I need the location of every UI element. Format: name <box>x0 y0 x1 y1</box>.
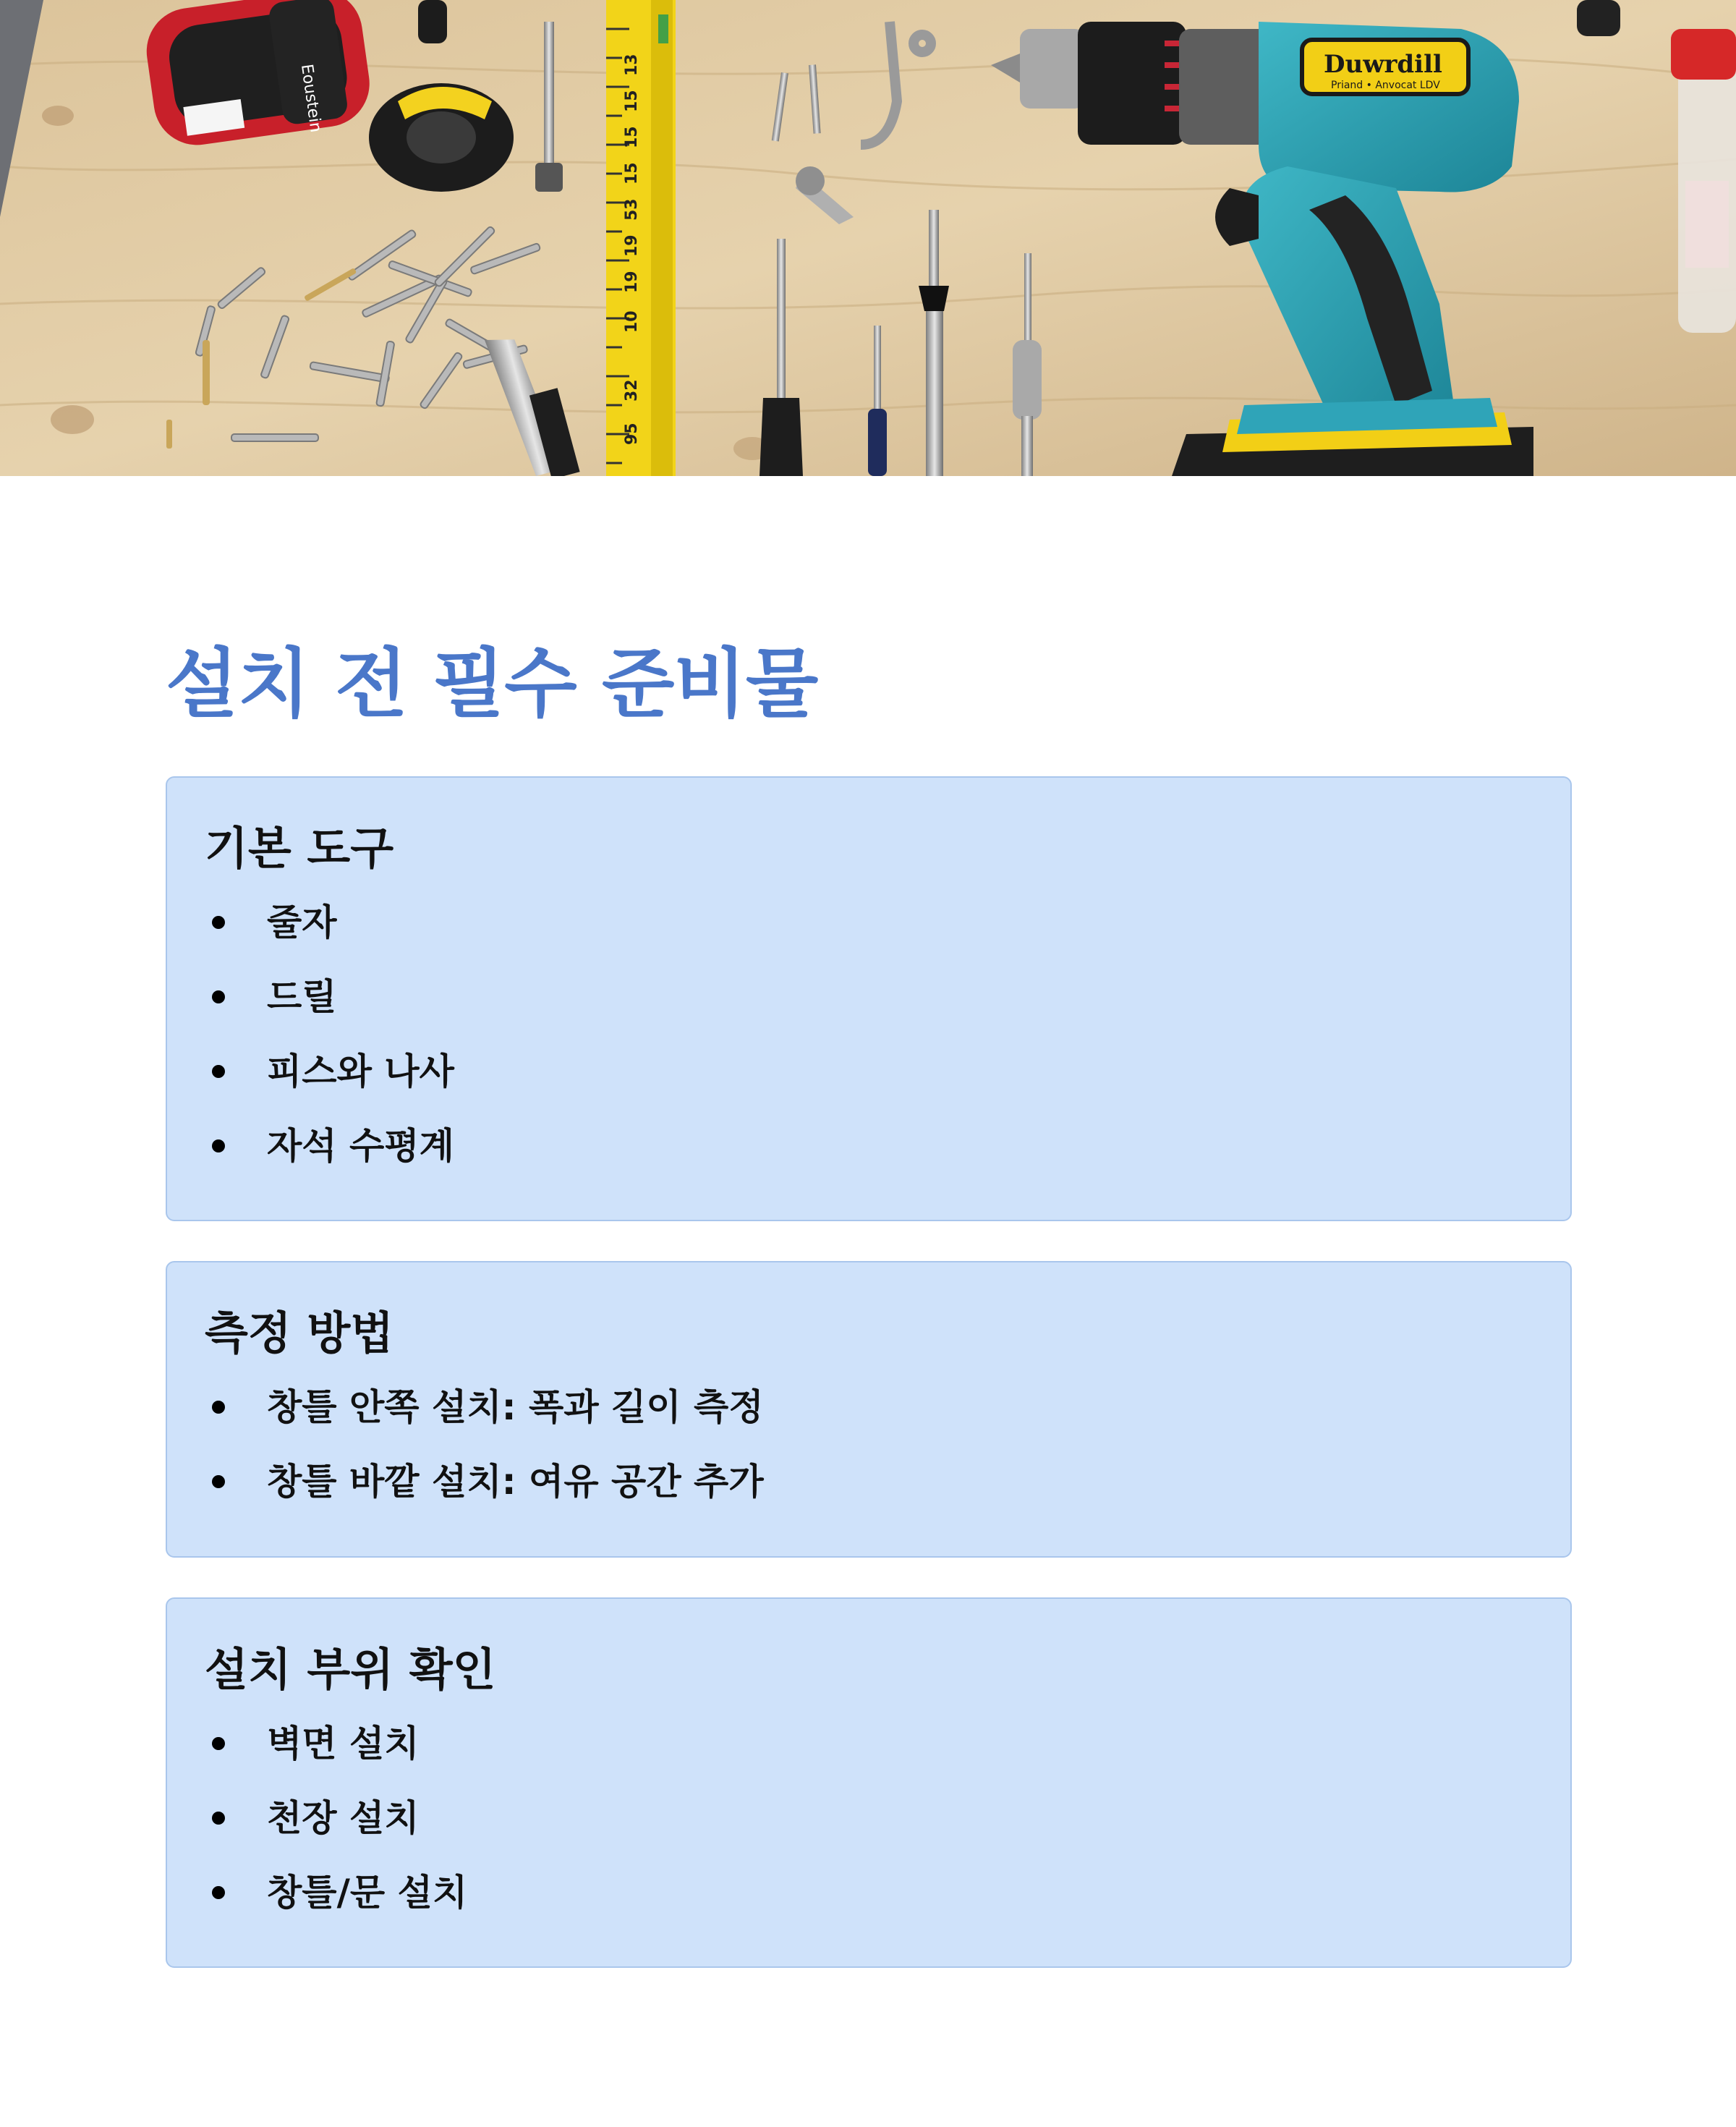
section-card-install-location <box>166 1597 1572 1968</box>
main-content <box>166 629 1572 1968</box>
bullet-icon <box>212 1065 225 1078</box>
list-item-text: 피스와 나사 <box>267 1050 454 1092</box>
list-item <box>167 1117 454 1192</box>
section-list <box>167 1378 764 1527</box>
list-item <box>167 893 454 968</box>
bullet-icon <box>212 1737 225 1750</box>
ruler-mark: 15 <box>623 90 641 112</box>
list-item <box>167 1378 764 1453</box>
bullet-icon <box>212 990 225 1003</box>
list-item <box>167 1715 467 1789</box>
section-list <box>167 1715 467 1938</box>
list-item-text: 창틀 안쪽 설치: 폭과 길이 측정 <box>267 1386 764 1428</box>
list-item <box>167 1043 454 1117</box>
ruler-mark: 15 <box>623 162 641 184</box>
ruler-mark: 19 <box>623 234 641 257</box>
tape-brand: Eoustein <box>297 63 325 134</box>
drill-brand: Duwrdill <box>1324 50 1442 79</box>
bullet-icon <box>212 1812 225 1825</box>
list-item-text: 천장 설치 <box>267 1797 420 1839</box>
page-title: 설치 전 필수 준비물 <box>166 640 818 728</box>
ruler-mark: 95 <box>623 423 641 445</box>
ruler-mark: 19 <box>623 271 641 293</box>
list-item <box>167 1453 764 1527</box>
drill-subtext: Priand • Anvocat LDV <box>1331 80 1440 91</box>
list-item <box>167 968 454 1043</box>
ruler-mark: 13 <box>623 54 641 76</box>
list-item-text: 벽면 설치 <box>267 1723 420 1765</box>
section-heading: 설치 부위 확인 <box>205 1643 496 1696</box>
section-list <box>167 893 454 1192</box>
ruler-mark: 32 <box>623 379 641 402</box>
list-item-text: 드릴 <box>267 976 337 1018</box>
section-heading: 측정 방법 <box>205 1307 394 1359</box>
section-card-measurement <box>166 1261 1572 1558</box>
ruler-mark: 15 <box>623 126 641 148</box>
list-item-text: 자석 수평계 <box>267 1125 454 1167</box>
list-item-text: 창틀/문 설치 <box>267 1872 468 1914</box>
list-item <box>167 1864 467 1938</box>
list-item <box>167 1789 467 1864</box>
bullet-icon <box>212 1401 225 1414</box>
bullet-icon <box>212 1886 225 1899</box>
section-heading: 기본 도구 <box>205 822 394 875</box>
section-card-basic-tools <box>166 776 1572 1221</box>
list-item-text: 줄자 <box>267 901 337 943</box>
bullet-icon <box>212 1139 225 1152</box>
ruler-mark: 53 <box>623 198 641 221</box>
hero-image <box>0 0 1736 476</box>
bullet-icon <box>212 1475 225 1488</box>
bullet-icon <box>212 916 225 929</box>
ruler-mark: 10 <box>623 310 641 333</box>
list-item-text: 창틀 바깥 설치: 여유 공간 추가 <box>267 1461 764 1503</box>
